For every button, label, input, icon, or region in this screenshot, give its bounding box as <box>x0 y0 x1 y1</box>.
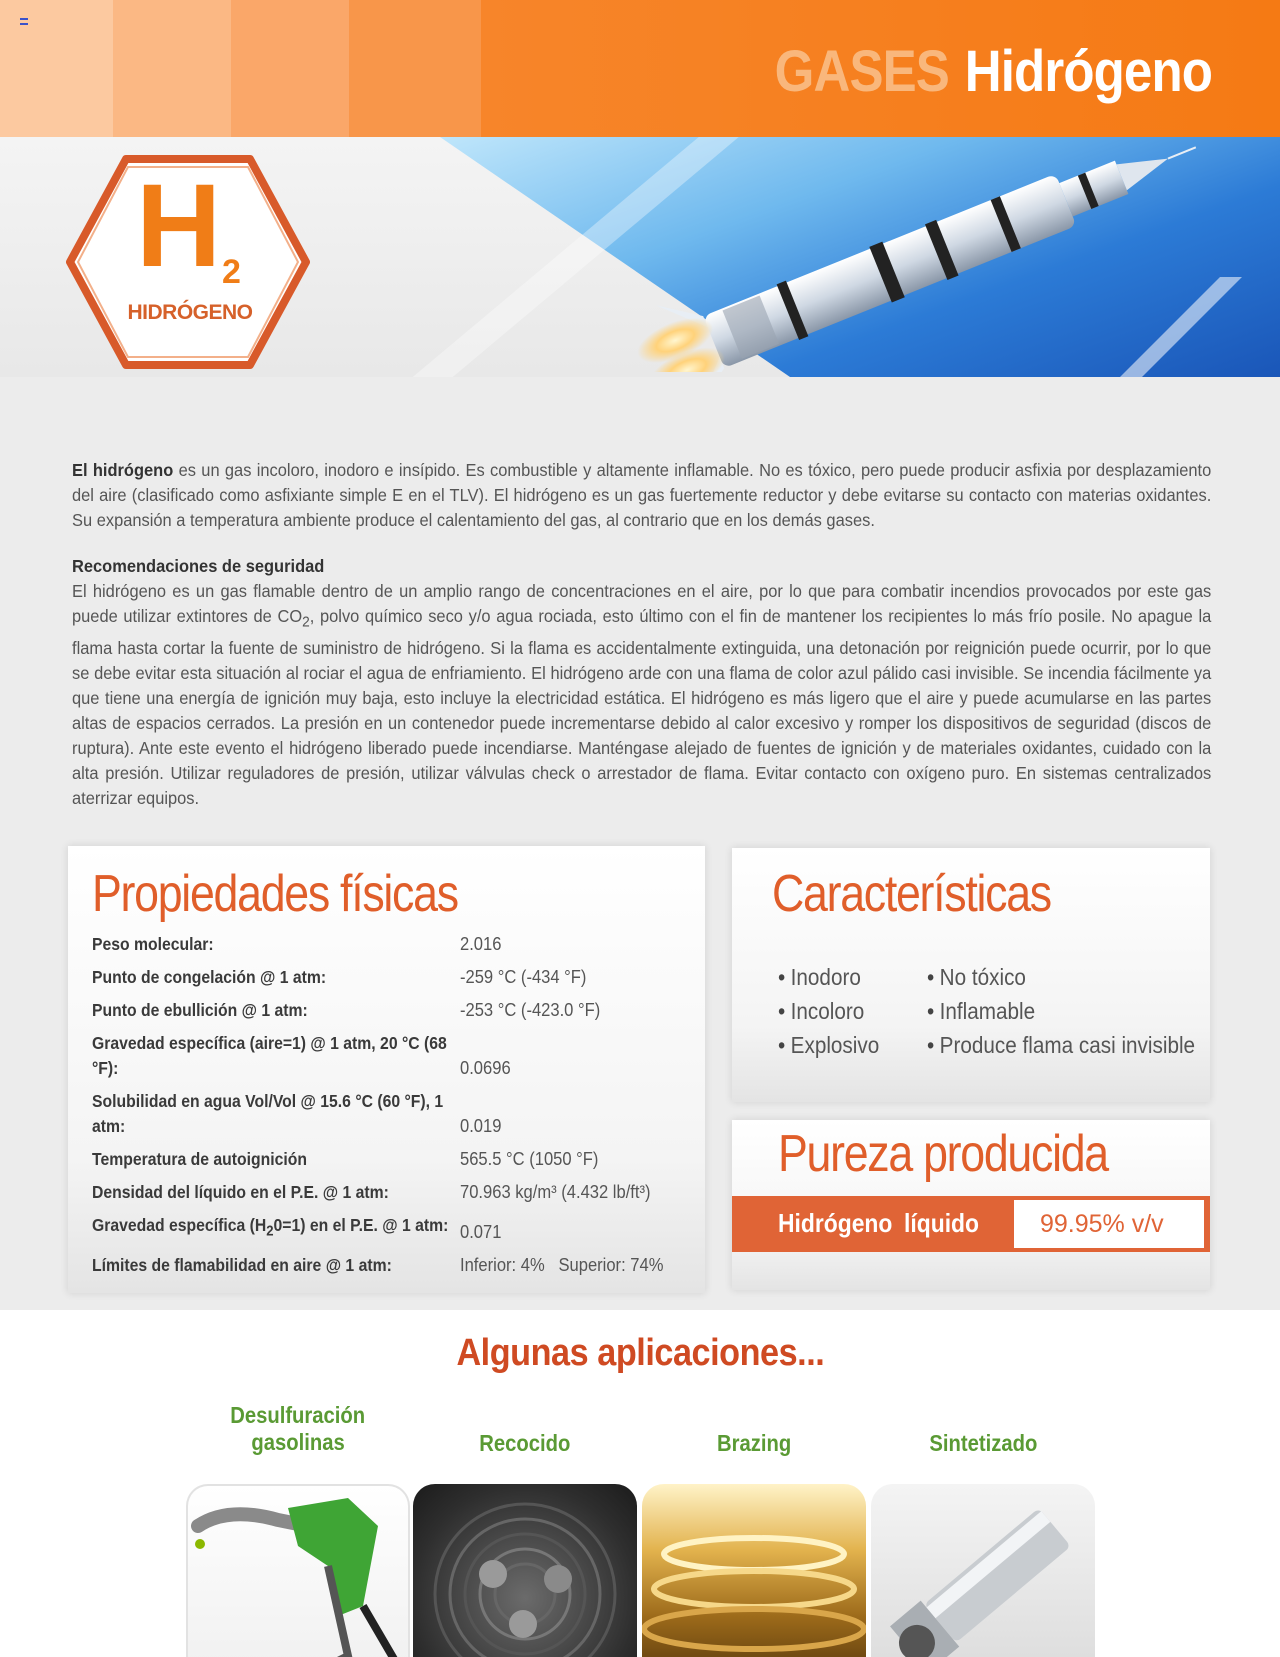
characteristics-panel <box>732 848 1210 1102</box>
properties-table <box>92 932 692 1286</box>
physical-properties-panel <box>68 846 705 1293</box>
body-text <box>72 458 1212 811</box>
header-stripe <box>113 0 231 137</box>
application-label <box>413 1430 637 1457</box>
property-label <box>92 1089 444 1139</box>
property-label: Límites de flamabilidad en aire @ 1 atm: <box>92 1254 392 1275</box>
page-title <box>775 38 1212 108</box>
applications-section <box>0 1310 1280 1657</box>
property-label <box>92 1031 447 1081</box>
property-value: -253 °C (-423.0 °F) <box>460 1000 601 1020</box>
list-item: • Inflamable <box>927 994 1195 1028</box>
property-value: 0.019 <box>460 1116 502 1136</box>
property-label: Temperatura de autoignición <box>92 1149 307 1169</box>
property-value: -259 °C (-434 °F) <box>460 967 587 987</box>
purity-bar <box>732 1196 1210 1252</box>
property-label-text: Solubilidad en agua Vol/Vol @ 15.6 °C (60 °F), 1 atm: <box>92 1091 444 1136</box>
characteristics-title: Características <box>772 865 1051 923</box>
application-label <box>871 1430 1095 1457</box>
purity-panel <box>732 1120 1210 1290</box>
header-stripe <box>349 0 481 137</box>
header-stripe <box>231 0 349 137</box>
property-value: 70.963 kg/m³ (4.432 lb/ft³) <box>460 1182 651 1202</box>
intro-lead: El hidrógeno <box>72 460 174 480</box>
safety-paragraph <box>72 579 1211 811</box>
property-label: Densidad del líquido en el P.E. @ 1 atm: <box>92 1182 389 1202</box>
list-item: • Inodoro <box>778 960 879 994</box>
hero-banner <box>0 137 1280 377</box>
wire-coils-image <box>413 1484 637 1657</box>
applications-title-text: Algunas aplicaciones... <box>456 1332 824 1374</box>
property-value: 2.016 <box>460 934 502 954</box>
application-label <box>186 1402 410 1456</box>
safety-text-part2: , polvo químico seco y/o agua rociada, esto último con el fin de mantener los recipientes lo más frío posile. No apague la flama hasta cortar la fuente de suministro de hidrógeno. Si la flama es accidentalmente extinguida, una detonación por reignición puede ocurrir, por lo que se debe evitar esta situación al rociar el agua de enfriamiento. El hidrógeno arde con una flama de color azul pálido casi invisible. Se incendia fácilmente ya que tiene una energía de ignición muy baja, esto incluye la electricidad estática. El hidrógeno es más ligero que el aire y puede acumularse en las partes altas de espacios cerrados. La presión en un contenedor puede incrementarse debido al calor excesivo y romper los dispositivos de seguridad (discos de ruptura). Ante este evento el hidrógeno liberado puede incendiarse. Manténgase alejado de fuentes de ignición y de materiales oxidantes, cuidado con la alta presión. Utilizar reguladores de presión, utilizar válvulas check o arrestador de flama. Evitar contacto con oxígeno puro. En sistemas centralizados aterrizar equipos. <box>72 606 1212 808</box>
application-label-line2: gasolinas <box>251 1429 345 1455</box>
property-row <box>92 1031 692 1081</box>
property-label: Peso molecular: <box>92 934 214 954</box>
characteristics-column <box>778 960 891 1062</box>
property-label-subscript: 2 <box>266 1223 274 1240</box>
property-label <box>92 1213 449 1245</box>
safety-subscript: 2 <box>302 614 310 631</box>
application-label <box>642 1430 866 1457</box>
application-label-text: Brazing <box>716 1430 792 1456</box>
application-label-line1: Desulfuración <box>230 1402 366 1428</box>
purity-title: Pureza producida <box>778 1125 1108 1183</box>
property-label: Punto de ebullición @ 1 atm: <box>92 1000 308 1020</box>
property-row <box>92 998 692 1023</box>
fuel-nozzle-icon <box>188 1486 410 1657</box>
safety-heading: Recomendaciones de seguridad <box>72 556 325 576</box>
property-label-part1: Gravedad específica (H <box>92 1215 267 1235</box>
intro-paragraph <box>72 458 1211 533</box>
sintered-fitting-image <box>871 1484 1095 1657</box>
purity-value: 99.95% v/v <box>1014 1200 1204 1248</box>
brazing-rings-icon <box>642 1484 866 1657</box>
intro-text: es un gas incoloro, inodoro e insípido. Es combustible y altamente inflamable. No es tóxico, pero puede producir asfixia por desplazamiento del aire (clasificado como asfixiante simple E en el TLV). El hidrógeno es un gas fuertemente reductor y debe evitarse su contacto con materias oxidantes. Su expansión a temperatura ambiente produce el calentamiento del gas, al contrario que en los demás gases. <box>72 460 1212 530</box>
property-row <box>92 1147 692 1172</box>
list-item: • Incoloro <box>778 994 879 1028</box>
wire-coils-icon <box>413 1484 637 1657</box>
application-label-text: Recocido <box>479 1430 571 1456</box>
list-item: • No tóxico <box>927 960 1195 994</box>
logo-subscript: 2 <box>222 253 241 291</box>
property-value: 0.0696 <box>460 1058 511 1078</box>
header-banner <box>0 0 1280 137</box>
metal-fitting-icon <box>871 1484 1095 1657</box>
brazing-image <box>642 1484 866 1657</box>
characteristics-list <box>778 960 1224 1062</box>
rocket-icon <box>575 142 1215 372</box>
property-row <box>92 1253 692 1278</box>
application-label-text: Sintetizado <box>929 1430 1037 1456</box>
property-row <box>92 932 692 957</box>
page-title-prefix: GASES <box>774 39 949 104</box>
fuel-nozzle-image <box>186 1484 410 1657</box>
page-title-main: Hidrógeno <box>964 39 1212 104</box>
property-row <box>92 1089 692 1139</box>
property-value: Inferior: 4% Superior: 74% <box>460 1254 664 1275</box>
characteristics-column <box>927 960 1225 1062</box>
logo-symbol: H <box>136 160 218 292</box>
property-value: 565.5 °C (1050 °F) <box>460 1149 599 1169</box>
physical-properties-title: Propiedades físicas <box>92 865 458 923</box>
property-value: 0.071 <box>460 1221 502 1242</box>
list-item: • Explosivo <box>778 1028 879 1062</box>
menu-icon[interactable] <box>20 18 28 25</box>
property-row <box>92 1213 692 1245</box>
safety-text-part1: El hidrógeno es un gas flamable dentro de un amplio rango de concentraciones en el aire, por lo que para combatir incendios provocados por este gas puede utilizar extintores de CO <box>72 581 1212 626</box>
property-row <box>92 965 692 990</box>
header-stripe <box>0 0 113 137</box>
logo-name: HIDRÓGENO <box>127 301 253 324</box>
purity-label: Hidrógeno líquido <box>778 1208 980 1238</box>
property-label-text: Gravedad específica (aire=1) @ 1 atm, 20 °C (68 °F): <box>92 1033 447 1078</box>
property-label: Punto de congelación @ 1 atm: <box>92 967 327 987</box>
property-row <box>92 1180 692 1205</box>
property-label-part2: 0=1) en el P.E. @ 1 atm: <box>273 1215 449 1235</box>
list-item: • Produce flama casi invisible <box>927 1028 1195 1062</box>
applications-title <box>0 1332 1280 1375</box>
